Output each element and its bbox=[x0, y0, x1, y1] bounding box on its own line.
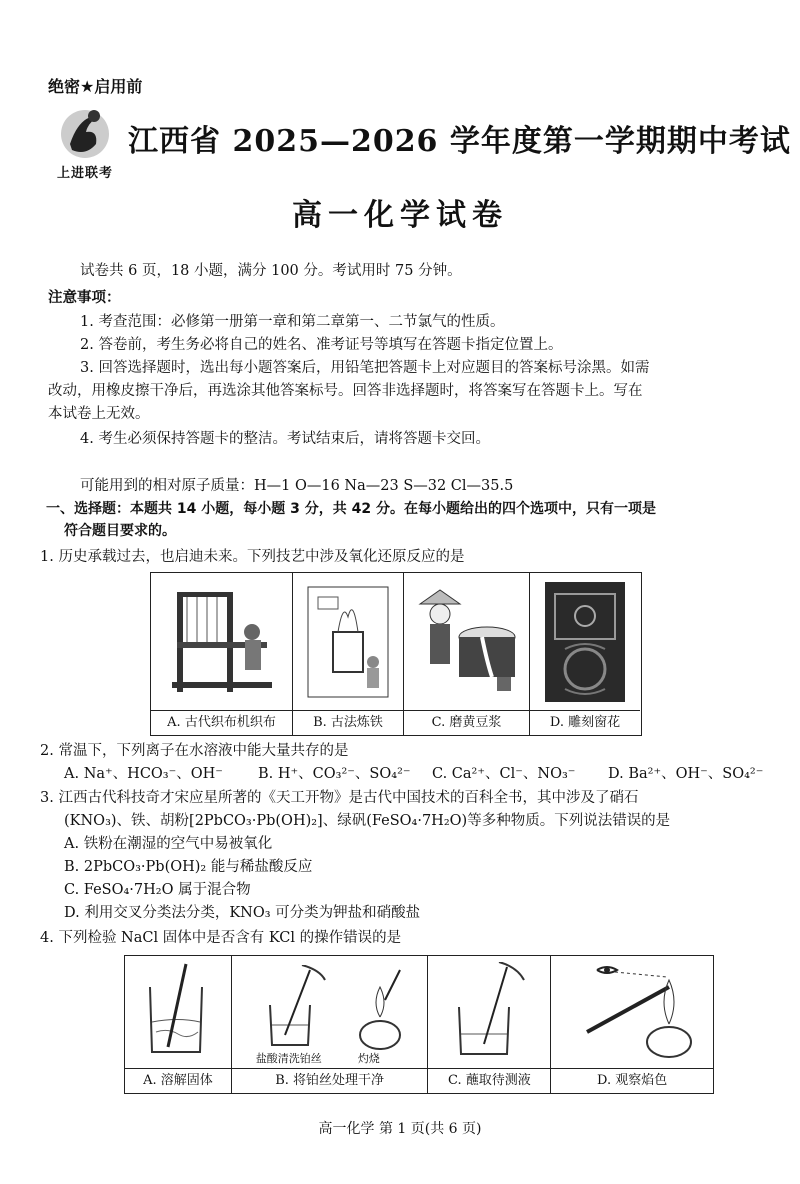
loom-image bbox=[151, 573, 292, 710]
subject-title: 高一化学试卷 bbox=[292, 198, 508, 233]
q1-stem: 1. 历史承载过去，也启迪未来。下列技艺中涉及氧化还原反应的是 bbox=[40, 549, 465, 565]
q2-option-d: D. Ba²⁺、OH⁻、SO₄²⁻ bbox=[608, 766, 764, 782]
beaker-dissolve-image bbox=[125, 956, 231, 1068]
q3-stem-line1: 3. 江西古代科技奇才宋应星所著的《天工开物》是古代中国技术的百科全书，其中涉及了硝石 bbox=[40, 790, 639, 806]
q1-cell-c bbox=[404, 573, 530, 735]
q1-caption-b: B. 古法炼铁 bbox=[293, 710, 403, 735]
q4-caption-a: A. 溶解固体 bbox=[125, 1068, 231, 1093]
atomic-mass-line: 可能用到的相对原子质量：H—1 O—16 Na—23 S—32 Cl—35.5 bbox=[80, 478, 514, 494]
q1-caption-a: A. 古代织布机织布 bbox=[151, 710, 292, 735]
iron-smelting-image bbox=[293, 573, 403, 710]
intro-text: 试卷共 6 页，18 小题，满分 100 分。考试用时 75 分钟。 bbox=[80, 263, 462, 279]
confidential-label: 绝密★启用前 bbox=[48, 77, 143, 96]
q1-cell-a bbox=[151, 573, 293, 735]
notice-item-4: 4. 考生必须保持答题卡的整洁。考试结束后，请将答题卡交回。 bbox=[80, 431, 490, 447]
q4-caption-b: B. 将铂丝处理干净 bbox=[232, 1068, 428, 1093]
q2-option-c: C. Ca²⁺、Cl⁻、NO₃⁻ bbox=[432, 766, 576, 782]
q1-cell-d bbox=[530, 573, 640, 735]
q1-figure-table bbox=[150, 572, 642, 736]
q3-option-b: B. 2PbCO₃·Pb(OH)₂ 能与稀盐酸反应 bbox=[64, 859, 313, 875]
flame-observe-image bbox=[551, 956, 713, 1068]
notice-heading: 注意事项： bbox=[48, 290, 121, 306]
exam-logo bbox=[50, 104, 120, 184]
notice-item-3-cont: 改动，用橡皮擦干净后，再选涂其他答案标号。回答非选择题时，将答案写在答题卡上。写在 bbox=[48, 383, 643, 399]
q4-stem: 4. 下列检验 NaCl 固体中是否含有 KCl 的操作错误的是 bbox=[40, 930, 402, 946]
soymilk-grinding-image bbox=[404, 573, 529, 710]
q4-figure-table bbox=[124, 955, 714, 1094]
q4-caption-d: D. 观察焰色 bbox=[551, 1068, 713, 1093]
q3-option-d: D. 利用交叉分类法分类，KNO₃ 可分类为钾盐和硝酸盐 bbox=[64, 905, 421, 921]
q3-option-c: C. FeSO₄·7H₂O 属于混合物 bbox=[64, 882, 251, 898]
notice-item-2: 2. 答卷前，考生务必将自己的姓名、准考证号等填写在答题卡指定位置上。 bbox=[80, 337, 563, 353]
notice-item-1: 1. 考查范围：必修第一册第一章和第二章第一、二节氯气的性质。 bbox=[80, 314, 505, 330]
q4-cell-a bbox=[125, 956, 232, 1093]
q3-option-a: A. 铁粉在潮湿的空气中易被氧化 bbox=[64, 836, 273, 852]
q4-b-label-clean: 盐酸清洗铂丝 bbox=[255, 1052, 322, 1065]
q4-cell-d bbox=[551, 956, 713, 1093]
logo-text: 上进联考 bbox=[56, 166, 113, 181]
q4-caption-c: C. 蘸取待测液 bbox=[428, 1068, 550, 1093]
notice-item-3: 3. 回答选择题时，选出每小题答案后，用铅笔把答题卡上对应题目的答案标号涂黑。如需 bbox=[80, 360, 650, 376]
q1-cell-b bbox=[293, 573, 404, 735]
q1-caption-c: C. 磨黄豆浆 bbox=[404, 710, 529, 735]
q3-stem-line2: (KNO₃)、铁、胡粉[2PbCO₃·Pb(OH)₂]、绿矾(FeSO₄·7H₂O)等多种物质。下列说法错误的是 bbox=[64, 813, 671, 829]
notice-item-3-cont2: 本试卷上无效。 bbox=[48, 406, 150, 422]
q2-option-a: A. Na⁺、HCO₃⁻、OH⁻ bbox=[64, 766, 223, 782]
dip-solution-image bbox=[428, 956, 550, 1068]
q4-cell-c bbox=[428, 956, 551, 1093]
page-footer: 高一化学 第 1 页(共 6 页) bbox=[318, 1121, 482, 1137]
platinum-wire-clean-image bbox=[232, 956, 428, 1068]
q4-b-label-burn: 灼烧 bbox=[357, 1052, 380, 1065]
section1-heading-cont: 符合题目要求的。 bbox=[64, 523, 176, 539]
q4-cell-b bbox=[232, 956, 429, 1093]
section1-heading: 一、选择题：本题共 14 小题，每小题 3 分，共 42 分。在每小题给出的四个选项中，只有一项是 bbox=[46, 501, 656, 517]
q2-stem: 2. 常温下，下列离子在水溶液中能大量共存的是 bbox=[40, 743, 349, 759]
q1-caption-d: D. 雕刻窗花 bbox=[530, 710, 640, 735]
window-carving-image bbox=[530, 573, 640, 710]
q2-option-b: B. H⁺、CO₃²⁻、SO₄²⁻ bbox=[258, 766, 411, 782]
logo-swirl-icon bbox=[50, 104, 120, 162]
exam-title: 江西省 2025—2026 学年度第一学期期中考试 bbox=[128, 124, 791, 159]
